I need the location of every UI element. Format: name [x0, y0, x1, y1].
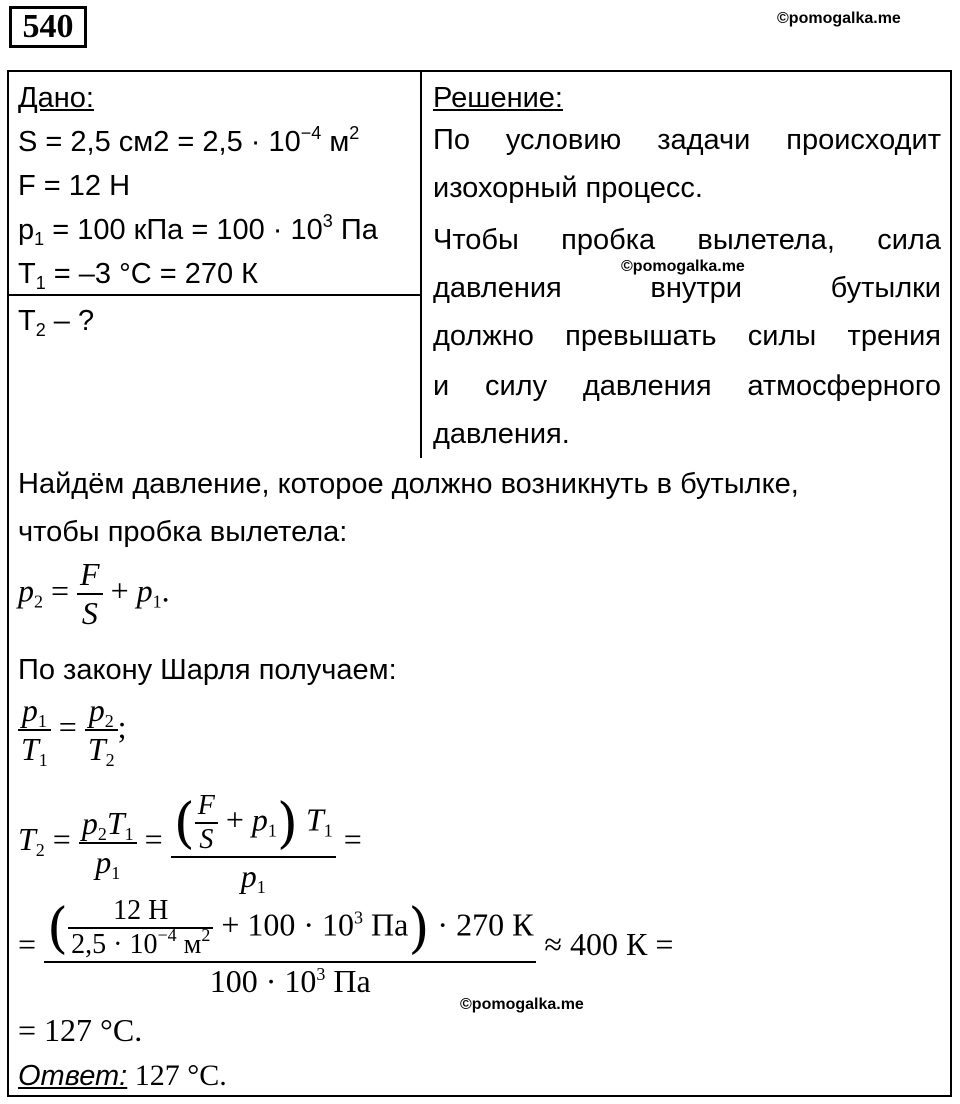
- find-pressure-line-2: чтобы пробка вылетела:: [18, 516, 348, 548]
- column-divider: [420, 70, 422, 458]
- problem-number: 540: [9, 6, 87, 48]
- formula-numeric: = ( $\frac{12 Н}{2,5 \cdot 10^{-4} м^2}$ + $100 \cdot 10^3$ Па) · 270 К $100 \cdot 10^3$ Па ≈ 400 К =: [18, 895, 674, 999]
- solution-line-2: изохорный процесс.: [433, 172, 703, 204]
- given-temperature: $T_1 = -3$ °C = 270 К: [18, 258, 259, 293]
- solution-line-1: По условию задачи происходит: [433, 124, 941, 156]
- solution-line-3: Чтобы пробка вылетела, сила: [433, 224, 941, 256]
- watermark-bottom: ©pomogalka.me: [460, 996, 584, 1013]
- watermark-middle: ©pomogalka.me: [621, 258, 745, 275]
- answer-label: Ответ:: [18, 1060, 128, 1092]
- find-pressure-line-1: Найдём давление, которое должно возникнуть в бутылке,: [18, 468, 799, 500]
- answer-line: [18, 1058, 227, 1094]
- given-divider: [7, 294, 421, 296]
- charles-law-line: По закону Шарля получаем:: [18, 654, 397, 686]
- solution-line-4: давления внутри бутылки: [433, 272, 941, 304]
- formula-temperature: $T_2$ = $\frac{p_2T_1}{p_1}$ = ( $\frac{F}{S}$ + $p_1$) $T_1$ $p_1$ =: [18, 790, 362, 897]
- given-pressure: $p_1 = 100$ кПа = $100 \cdot 10^3$ Па: [18, 211, 378, 249]
- solution-line-6: и силу давления атмосферного: [433, 370, 941, 402]
- given-area: S = 2,5 $см2 = 2,5 \cdot 10^{-4}$ $м^2$: [18, 123, 360, 158]
- watermark-top: ©pomogalka.me: [777, 10, 901, 27]
- solution-line-5: должно превышать силы трения: [433, 320, 941, 352]
- formula-charles: $\frac{p_1}{T_1}$ = $\frac{p_2}{T_2}$ ;: [18, 692, 127, 768]
- answer-value: 127 °C.: [127, 1059, 227, 1092]
- formula-final: = 127 °C.: [18, 1012, 143, 1048]
- given-title: Дано:: [18, 82, 94, 114]
- find-quantity: $T_2$ – ?: [18, 305, 95, 340]
- formula-pressure: $p_2$ = $\frac{F}{S}$ + $p_1$.: [18, 556, 170, 631]
- solution-title: Решение:: [433, 82, 563, 114]
- solution-line-7: давления.: [433, 418, 570, 450]
- given-force: F = 12 Н: [18, 170, 131, 202]
